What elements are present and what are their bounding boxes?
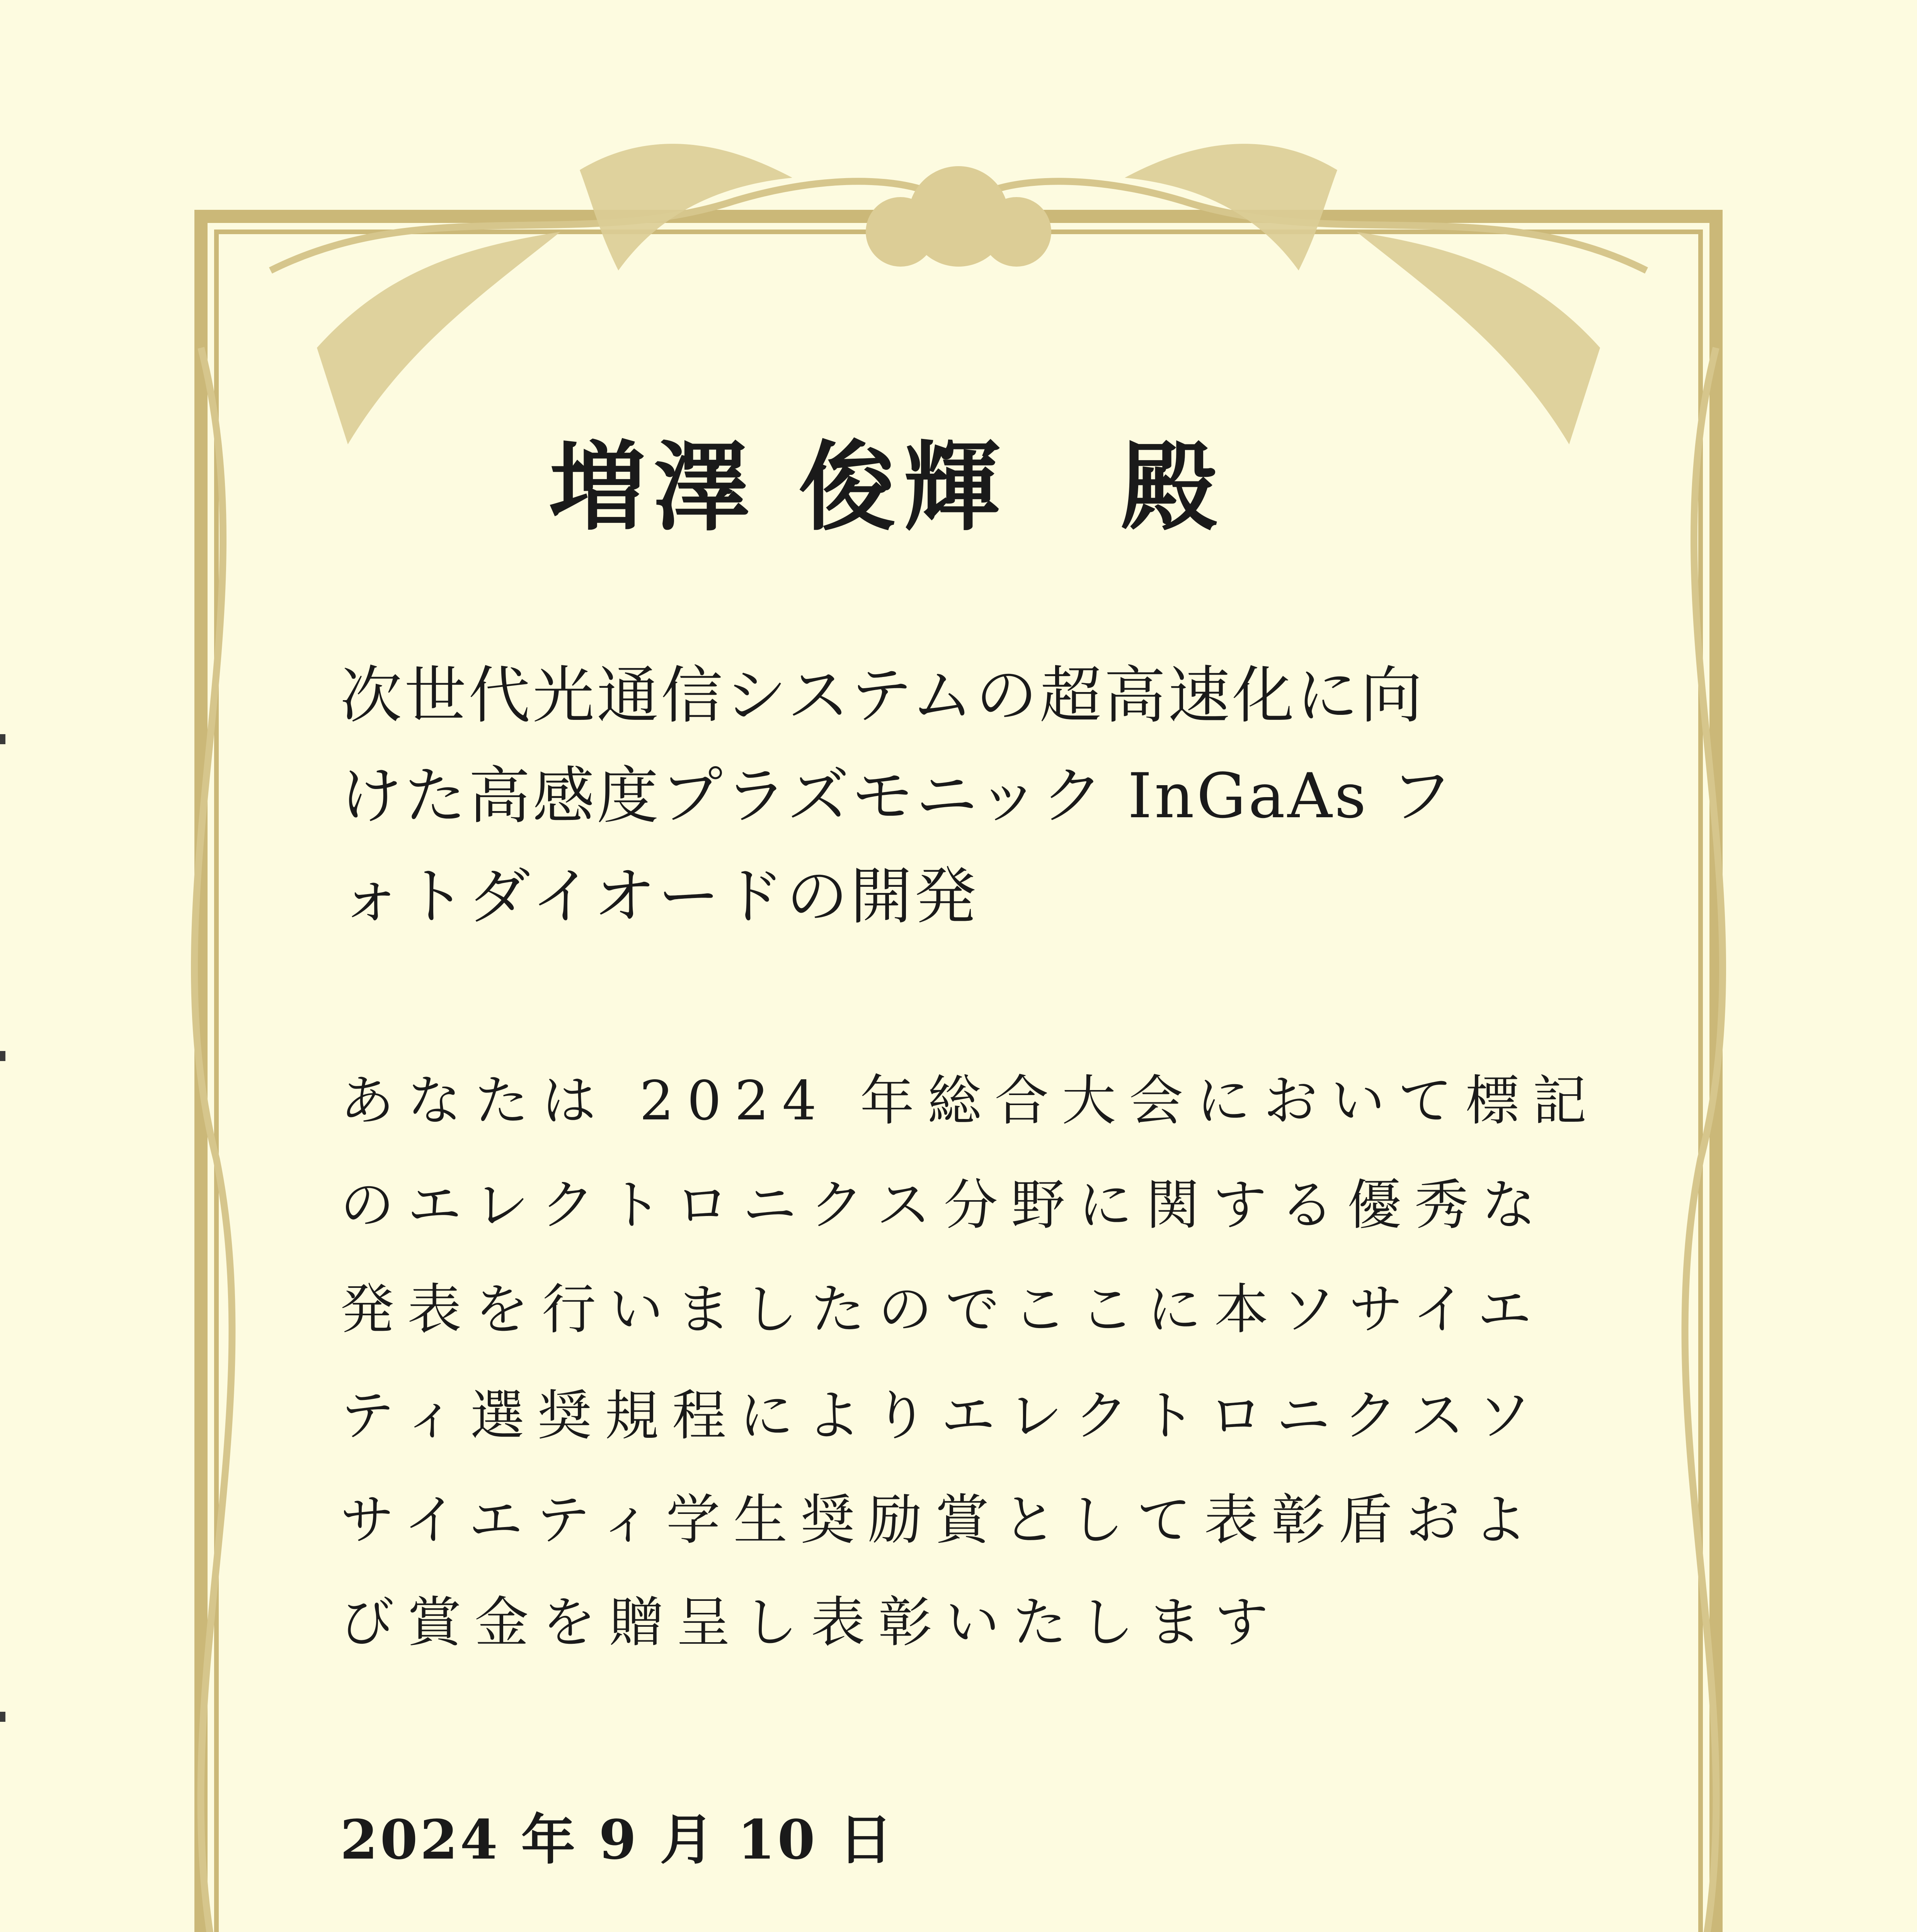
citation-line: のエレクトロニクス分野に関する優秀な [340,1174,1549,1237]
citation-line: あなたは 2024 年総合大会において標記 [340,1070,1600,1133]
punch-mark [0,734,5,744]
citation-line: サイエティ学生奨励賞として表彰盾およ [340,1489,1541,1552]
citation-line: ティ選奨規程によりエレクトロニクスソ [340,1384,1545,1447]
citation-line: び賞金を贈呈し表彰いたします [340,1591,1282,1654]
award-title-line: 次世代光通信システムの超高速化に向 [340,659,1425,731]
award-title-line: ォトダイオードの開発 [340,860,979,932]
recipient-name: 増澤 俊輝 [549,430,1008,544]
punch-mark [0,1051,5,1061]
recipient-honorific: 殿 [1121,430,1217,544]
citation-line: 発表を行いましたのでここに本ソサイエ [340,1278,1545,1341]
phoenix-right [1125,144,1600,444]
phoenix-left [317,144,792,444]
award-title-line: けた高感度プラズモニック InGaAs フ [340,760,1455,832]
award-date: 2024 年 9 月 10 日 [340,1808,895,1872]
punch-mark [0,1712,5,1722]
